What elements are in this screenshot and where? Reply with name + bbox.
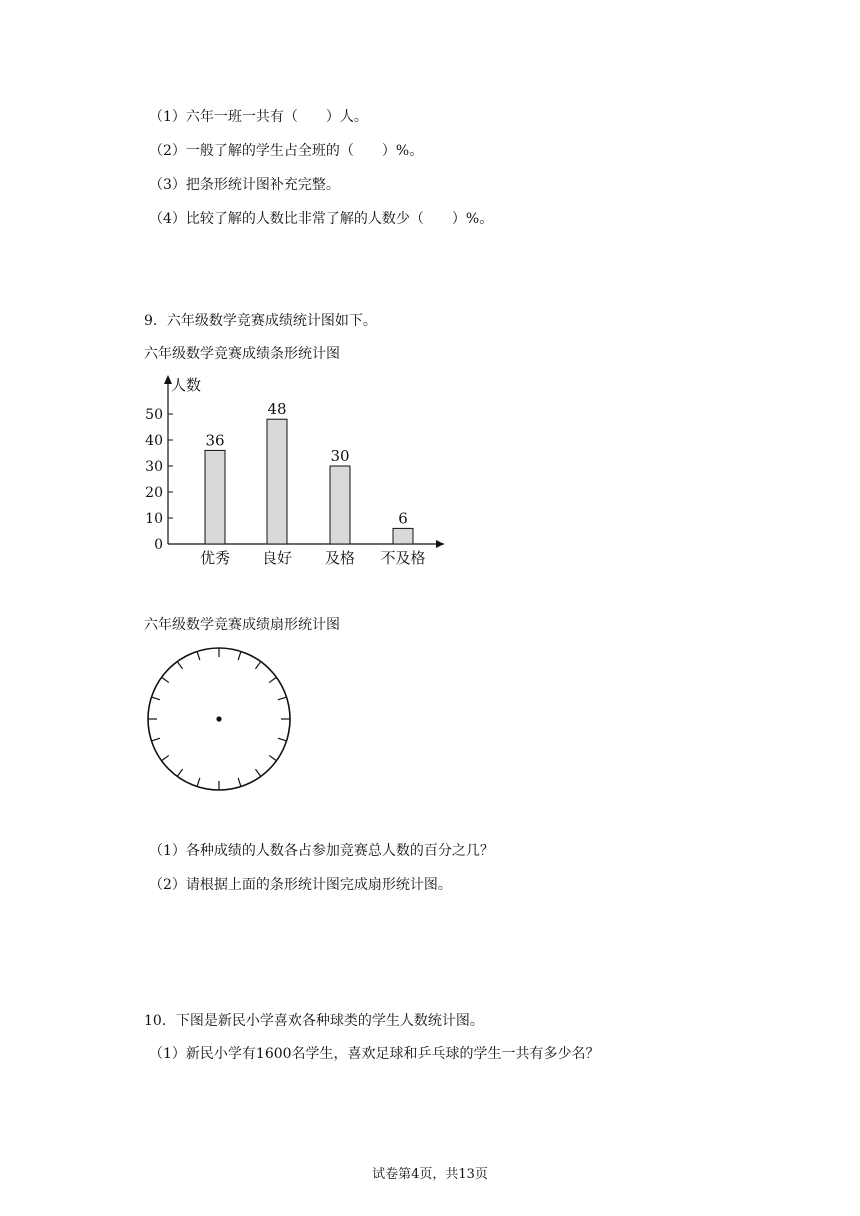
bar-优秀 [205,450,225,544]
y-tick-label: 0 [154,537,163,553]
bar-data-label: 30 [330,447,350,465]
pie-tick [238,778,241,787]
y-tick-label: 40 [145,433,163,449]
pie-tick [255,662,260,669]
pie-tick [238,651,241,660]
bar-data-label: 6 [398,509,408,528]
pie-tick [269,677,276,682]
q9-sub-1: （1）各种成绩的人数各占参加竞赛总人数的百分之几？ [149,843,494,859]
pie-tick [177,769,182,776]
q10-stem: 10．下图是新民小学喜欢各种球类的学生人数统计图。 [144,1013,484,1029]
bar-chart [138,372,458,572]
pie-tick [197,651,200,660]
pie-tick [278,738,287,741]
bar-data-label: 36 [205,431,225,450]
y-tick-label: 30 [145,459,163,475]
bar-及格 [330,466,350,544]
y-tick-label: 20 [145,485,163,501]
pie-tick [197,778,200,787]
bar-不及格 [393,528,413,544]
q9-stem: 9．六年级数学竞赛成绩统计图如下。 [144,313,377,329]
y-tick-label: 10 [145,511,163,527]
x-axis-arrow [436,540,444,548]
x-tick-label: 优秀 [199,549,231,567]
q10-sub-1: （1）新民小学有1600名学生，喜欢足球和乒乓球的学生一共有多少名？ [149,1046,600,1062]
pie-tick [255,769,260,776]
q8-sub-1: （1）六年一班一共有（ ）人。 [149,109,368,125]
pie-center-dot [216,716,221,721]
q9-sub-2: （2）请根据上面的条形统计图完成扇形统计图。 [149,877,452,893]
q8-sub-2: （2）一般了解的学生占全班的（ ）%。 [149,143,424,159]
x-tick-label: 及格 [324,549,356,567]
q8-sub-3: （3）把条形统计图补充完整。 [149,177,340,193]
pie-tick [269,755,276,760]
bar-chart-title: 六年级数学竞赛成绩条形统计图 [144,346,340,362]
bar-良好 [267,419,287,544]
pie-tick [151,697,160,700]
y-tick-label: 50 [145,407,163,423]
pie-tick [162,677,169,682]
pie-tick [177,662,182,669]
y-axis-label: 人数 [171,376,202,394]
x-tick-label: 不及格 [380,549,426,567]
pie-tick [278,697,287,700]
q8-sub-4: （4）比较了解的人数比非常了解的人数少（ ）%。 [149,211,494,227]
blank-pie-chart [139,639,299,799]
pie-chart-title: 六年级数学竞赛成绩扇形统计图 [144,617,340,633]
pie-tick [162,755,169,760]
x-tick-label: 良好 [261,549,293,567]
pie-tick [151,738,160,741]
bar-data-label: 48 [267,400,287,419]
page-footer: 试卷第4页，共13页 [372,1167,488,1182]
